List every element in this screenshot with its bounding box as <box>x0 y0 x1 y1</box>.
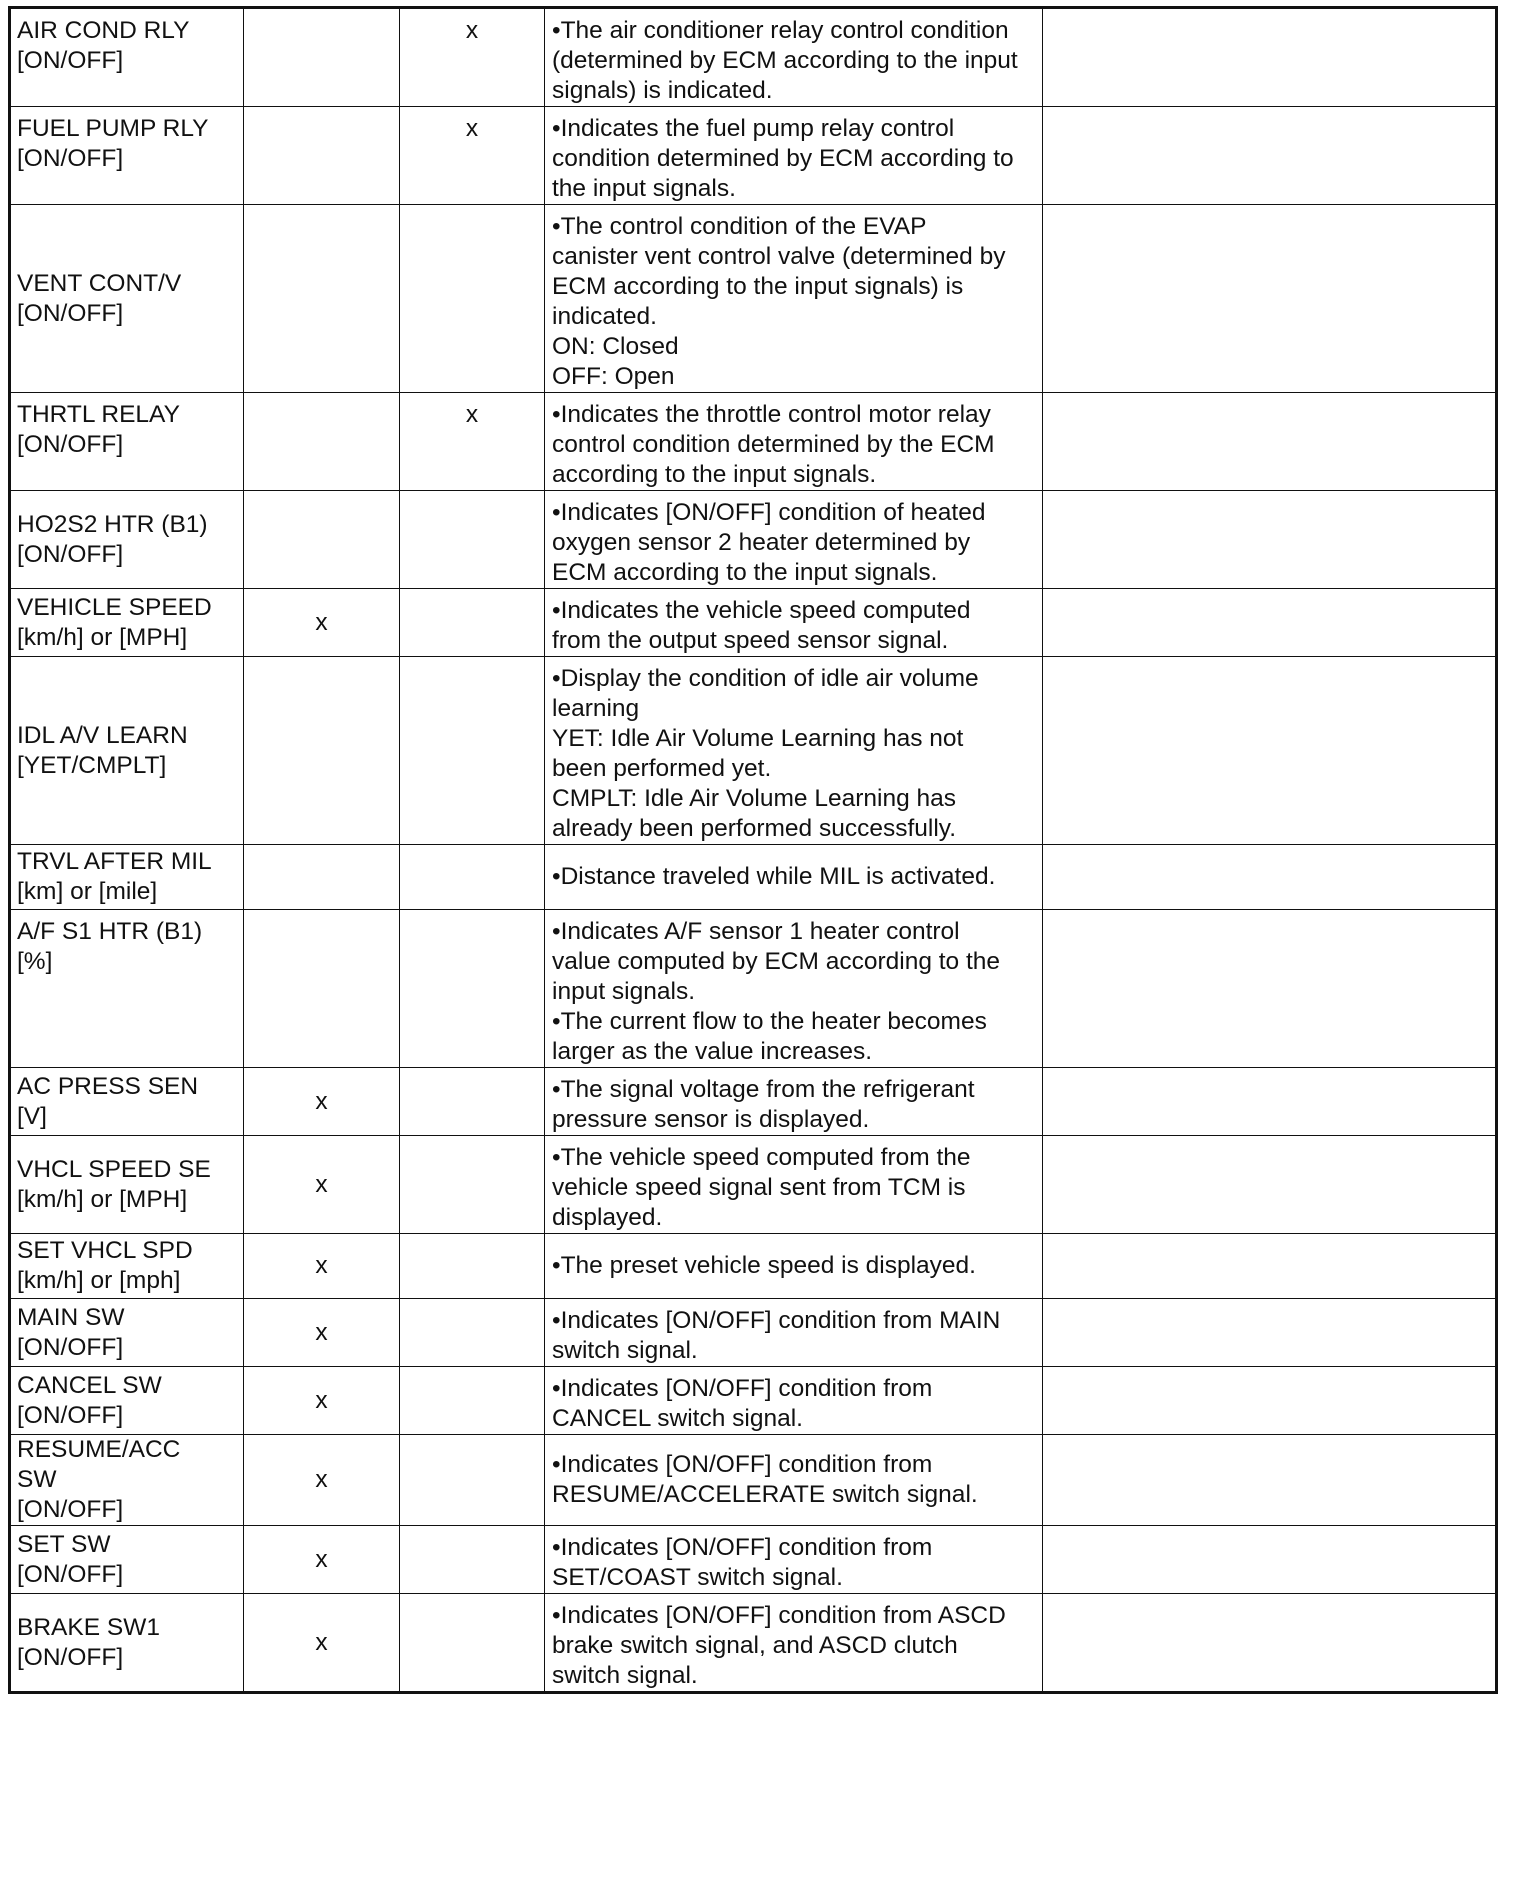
description-line: •Indicates the fuel pump relay control <box>552 115 955 142</box>
description-cell <box>545 1435 1043 1526</box>
monitor-item-cell <box>10 1435 244 1526</box>
monitor-item-cell <box>10 107 244 205</box>
remarks-cell <box>1043 845 1497 910</box>
description-line: switch signal. <box>552 1337 698 1364</box>
check-cell-b <box>400 657 545 845</box>
check-cell-a <box>244 107 400 205</box>
monitor-item-name-line: VEHICLE SPEED <box>17 593 212 621</box>
remarks-cell <box>1043 205 1497 393</box>
description-line: learning <box>552 695 640 722</box>
monitor-item-name-line: [ON/OFF] <box>17 1643 124 1671</box>
description-line: •The current flow to the heater becomes <box>552 1008 987 1035</box>
monitor-item-cell <box>10 657 244 845</box>
monitor-item-cell <box>10 910 244 1068</box>
description-cell <box>545 1526 1043 1594</box>
description-line: switch signal. <box>552 1662 698 1689</box>
description-line: •The control condition of the EVAP <box>552 213 927 240</box>
monitor-item-name-line: [ON/OFF] <box>17 540 124 568</box>
remarks-cell <box>1043 1136 1497 1234</box>
description-line: control condition determined by the ECM <box>552 431 995 458</box>
table-row <box>10 1367 1497 1435</box>
check-cell-b <box>400 205 545 393</box>
description-line: (determined by ECM according to the input <box>552 47 1018 74</box>
description-cell <box>545 205 1043 393</box>
check-cell-a: x <box>244 1299 400 1367</box>
description-line: larger as the value increases. <box>552 1038 873 1065</box>
monitor-item-name-line: THRTL RELAY <box>17 401 180 428</box>
remarks-cell <box>1043 589 1497 657</box>
description-line: from the output speed sensor signal. <box>552 627 949 654</box>
description-line: •Indicates the vehicle speed computed <box>552 597 971 624</box>
description-line: ECM according to the input signals. <box>552 559 938 586</box>
description-cell <box>545 1299 1043 1367</box>
description-line: CANCEL switch signal. <box>552 1405 803 1432</box>
monitor-item-name-line: [ON/OFF] <box>17 1333 124 1361</box>
description-line: •The signal voltage from the refrigerant <box>552 1076 975 1103</box>
description-cell <box>545 1234 1043 1299</box>
description-cell <box>545 1068 1043 1136</box>
description-cell <box>545 1594 1043 1693</box>
check-cell-b <box>400 1299 545 1367</box>
description-cell <box>545 845 1043 910</box>
description-cell <box>545 1367 1043 1435</box>
check-cell-a <box>244 393 400 491</box>
check-cell-a: x <box>244 1435 400 1526</box>
remarks-cell <box>1043 393 1497 491</box>
check-cell-b: x <box>400 8 545 107</box>
description-line: displayed. <box>552 1204 663 1231</box>
description-line: •Display the condition of idle air volume <box>552 665 979 692</box>
monitor-item-name-line: [ON/OFF] <box>17 1401 124 1429</box>
monitor-item-cell <box>10 589 244 657</box>
monitor-item-table <box>8 6 1498 1694</box>
check-cell-a: x <box>244 589 400 657</box>
check-cell-a: x <box>244 1068 400 1136</box>
description-line: SET/COAST switch signal. <box>552 1564 843 1591</box>
description-line: OFF: Open <box>552 363 675 390</box>
description-line: already been performed successfully. <box>552 815 956 842</box>
remarks-cell <box>1043 1435 1497 1526</box>
description-line: •Indicates [ON/OFF] condition from ASCD <box>552 1602 1006 1629</box>
monitor-item-name-line: IDL A/V LEARN <box>17 721 188 749</box>
check-cell-a <box>244 205 400 393</box>
description-line: RESUME/ACCELERATE switch signal. <box>552 1481 978 1508</box>
remarks-cell <box>1043 1594 1497 1693</box>
remarks-cell <box>1043 657 1497 845</box>
monitor-item-name-line: [%] <box>17 948 53 975</box>
description-line: input signals. <box>552 978 696 1005</box>
description-line: •Indicates [ON/OFF] condition from <box>552 1534 933 1561</box>
description-line: •Indicates A/F sensor 1 heater control <box>552 918 960 945</box>
table-row <box>10 1299 1497 1367</box>
monitor-item-cell <box>10 1526 244 1594</box>
description-cell <box>545 393 1043 491</box>
monitor-item-name-line: [km/h] or [mph] <box>17 1267 181 1294</box>
remarks-cell <box>1043 1234 1497 1299</box>
description-line: value computed by ECM according to the <box>552 948 1001 975</box>
description-line: ECM according to the input signals) is <box>552 273 964 300</box>
remarks-cell <box>1043 491 1497 589</box>
monitor-item-name-line: SET SW <box>17 1530 111 1558</box>
check-cell-b <box>400 1136 545 1234</box>
description-line: been performed yet. <box>552 755 772 782</box>
table-row <box>10 657 1497 845</box>
monitor-item-name-line: [V] <box>17 1102 47 1130</box>
description-line: signals) is indicated. <box>552 77 773 104</box>
monitor-item-name-line: [km/h] or [MPH] <box>17 623 188 651</box>
monitor-item-cell <box>10 1136 244 1234</box>
description-cell <box>545 910 1043 1068</box>
check-cell-a: x <box>244 1136 400 1234</box>
check-cell-b <box>400 491 545 589</box>
monitor-item-name-line: [km/h] or [MPH] <box>17 1185 188 1213</box>
monitor-item-name-line: [YET/CMPLT] <box>17 751 167 779</box>
monitor-item-name-line: [ON/OFF] <box>17 1496 124 1523</box>
monitor-item-name-line: [ON/OFF] <box>17 431 124 458</box>
monitor-item-name-line: [km] or [mile] <box>17 878 158 905</box>
check-cell-a <box>244 491 400 589</box>
check-cell-a: x <box>244 1594 400 1693</box>
description-line: •Indicates [ON/OFF] condition from <box>552 1375 933 1402</box>
monitor-item-name-line: VHCL SPEED SE <box>17 1155 211 1183</box>
description-cell <box>545 491 1043 589</box>
check-cell-b <box>400 845 545 910</box>
monitor-item-name-line: SW <box>17 1466 57 1493</box>
table-row <box>10 1435 1497 1526</box>
monitor-item-name-line: CANCEL SW <box>17 1371 162 1399</box>
monitor-item-cell <box>10 1299 244 1367</box>
description-line: •Distance traveled while MIL is activated. <box>552 863 996 890</box>
table-row <box>10 845 1497 910</box>
monitor-item-name-line: AIR COND RLY <box>17 17 190 44</box>
check-cell-a <box>244 657 400 845</box>
monitor-item-cell <box>10 491 244 589</box>
monitor-item-cell <box>10 1367 244 1435</box>
check-cell-b <box>400 1367 545 1435</box>
description-line: •The air conditioner relay control condition <box>552 17 1009 44</box>
check-cell-b: x <box>400 393 545 491</box>
description-cell <box>545 8 1043 107</box>
remarks-cell <box>1043 1068 1497 1136</box>
monitor-item-name-line: TRVL AFTER MIL <box>17 848 212 875</box>
description-cell <box>545 107 1043 205</box>
monitor-item-name-line: [ON/OFF] <box>17 299 124 327</box>
monitor-item-name-line: BRAKE SW1 <box>17 1613 160 1641</box>
check-cell-b <box>400 1594 545 1693</box>
description-line: condition determined by ECM according to <box>552 145 1014 172</box>
check-cell-a: x <box>244 1367 400 1435</box>
description-line: ON: Closed <box>552 333 679 360</box>
table-row <box>10 910 1497 1068</box>
table-row <box>10 1234 1497 1299</box>
monitor-item-name-line: [ON/OFF] <box>17 145 124 172</box>
monitor-item-name-line: FUEL PUMP RLY <box>17 115 209 142</box>
description-line: •Indicates [ON/OFF] condition from MAIN <box>552 1307 1001 1334</box>
monitor-item-name-line: [ON/OFF] <box>17 1560 124 1588</box>
remarks-cell <box>1043 910 1497 1068</box>
monitor-item-name-line: VENT CONT/V <box>17 269 182 297</box>
monitor-item-name-line: RESUME/ACC <box>17 1436 181 1463</box>
table-body <box>10 8 1497 1693</box>
description-cell <box>545 657 1043 845</box>
check-cell-b <box>400 589 545 657</box>
monitor-item-cell <box>10 8 244 107</box>
check-cell-b <box>400 1234 545 1299</box>
remarks-cell <box>1043 1367 1497 1435</box>
check-cell-a <box>244 910 400 1068</box>
check-cell-a: x <box>244 1526 400 1594</box>
table-row <box>10 1068 1497 1136</box>
table-row <box>10 1136 1497 1234</box>
check-cell-b: x <box>400 107 545 205</box>
description-line: pressure sensor is displayed. <box>552 1106 870 1133</box>
check-cell-b <box>400 1068 545 1136</box>
check-cell-b <box>400 1526 545 1594</box>
check-cell-a <box>244 8 400 107</box>
description-line: canister vent control valve (determined by <box>552 243 1006 270</box>
remarks-cell <box>1043 107 1497 205</box>
check-cell-a: x <box>244 1234 400 1299</box>
monitor-item-name-line: HO2S2 HTR (B1) <box>17 510 208 538</box>
table-row <box>10 107 1497 205</box>
monitor-item-cell <box>10 1594 244 1693</box>
monitor-item-name-line: MAIN SW <box>17 1303 125 1331</box>
check-cell-b <box>400 1435 545 1526</box>
monitor-item-name-line: A/F S1 HTR (B1) <box>17 918 203 945</box>
remarks-cell <box>1043 8 1497 107</box>
monitor-item-cell <box>10 393 244 491</box>
monitor-item-cell <box>10 1068 244 1136</box>
table-row <box>10 1594 1497 1693</box>
table-row <box>10 393 1497 491</box>
description-line: •Indicates [ON/OFF] condition of heated <box>552 499 986 526</box>
description-line: according to the input signals. <box>552 461 877 488</box>
monitor-item-cell <box>10 845 244 910</box>
monitor-item-name-line: SET VHCL SPD <box>17 1237 193 1264</box>
description-line: •The preset vehicle speed is displayed. <box>552 1252 976 1279</box>
monitor-item-cell <box>10 205 244 393</box>
description-line: the input signals. <box>552 175 736 202</box>
table-row <box>10 8 1497 107</box>
table-row <box>10 491 1497 589</box>
description-line: •Indicates the throttle control motor relay <box>552 401 991 428</box>
check-cell-b <box>400 910 545 1068</box>
monitor-item-name-line: [ON/OFF] <box>17 47 124 74</box>
description-cell <box>545 1136 1043 1234</box>
description-line: CMPLT: Idle Air Volume Learning has <box>552 785 957 812</box>
description-line: vehicle speed signal sent from TCM is <box>552 1174 966 1201</box>
monitor-item-name-line: AC PRESS SEN <box>17 1072 199 1100</box>
remarks-cell <box>1043 1299 1497 1367</box>
description-line: oxygen sensor 2 heater determined by <box>552 529 971 556</box>
description-cell <box>545 589 1043 657</box>
description-line: YET: Idle Air Volume Learning has not <box>552 725 964 752</box>
remarks-cell <box>1043 1526 1497 1594</box>
table-row <box>10 205 1497 393</box>
table-row <box>10 1526 1497 1594</box>
check-cell-a <box>244 845 400 910</box>
table-row <box>10 589 1497 657</box>
monitor-item-cell <box>10 1234 244 1299</box>
description-line: indicated. <box>552 303 657 330</box>
description-line: brake switch signal, and ASCD clutch <box>552 1632 958 1659</box>
description-line: •The vehicle speed computed from the <box>552 1144 971 1171</box>
description-line: •Indicates [ON/OFF] condition from <box>552 1451 933 1478</box>
